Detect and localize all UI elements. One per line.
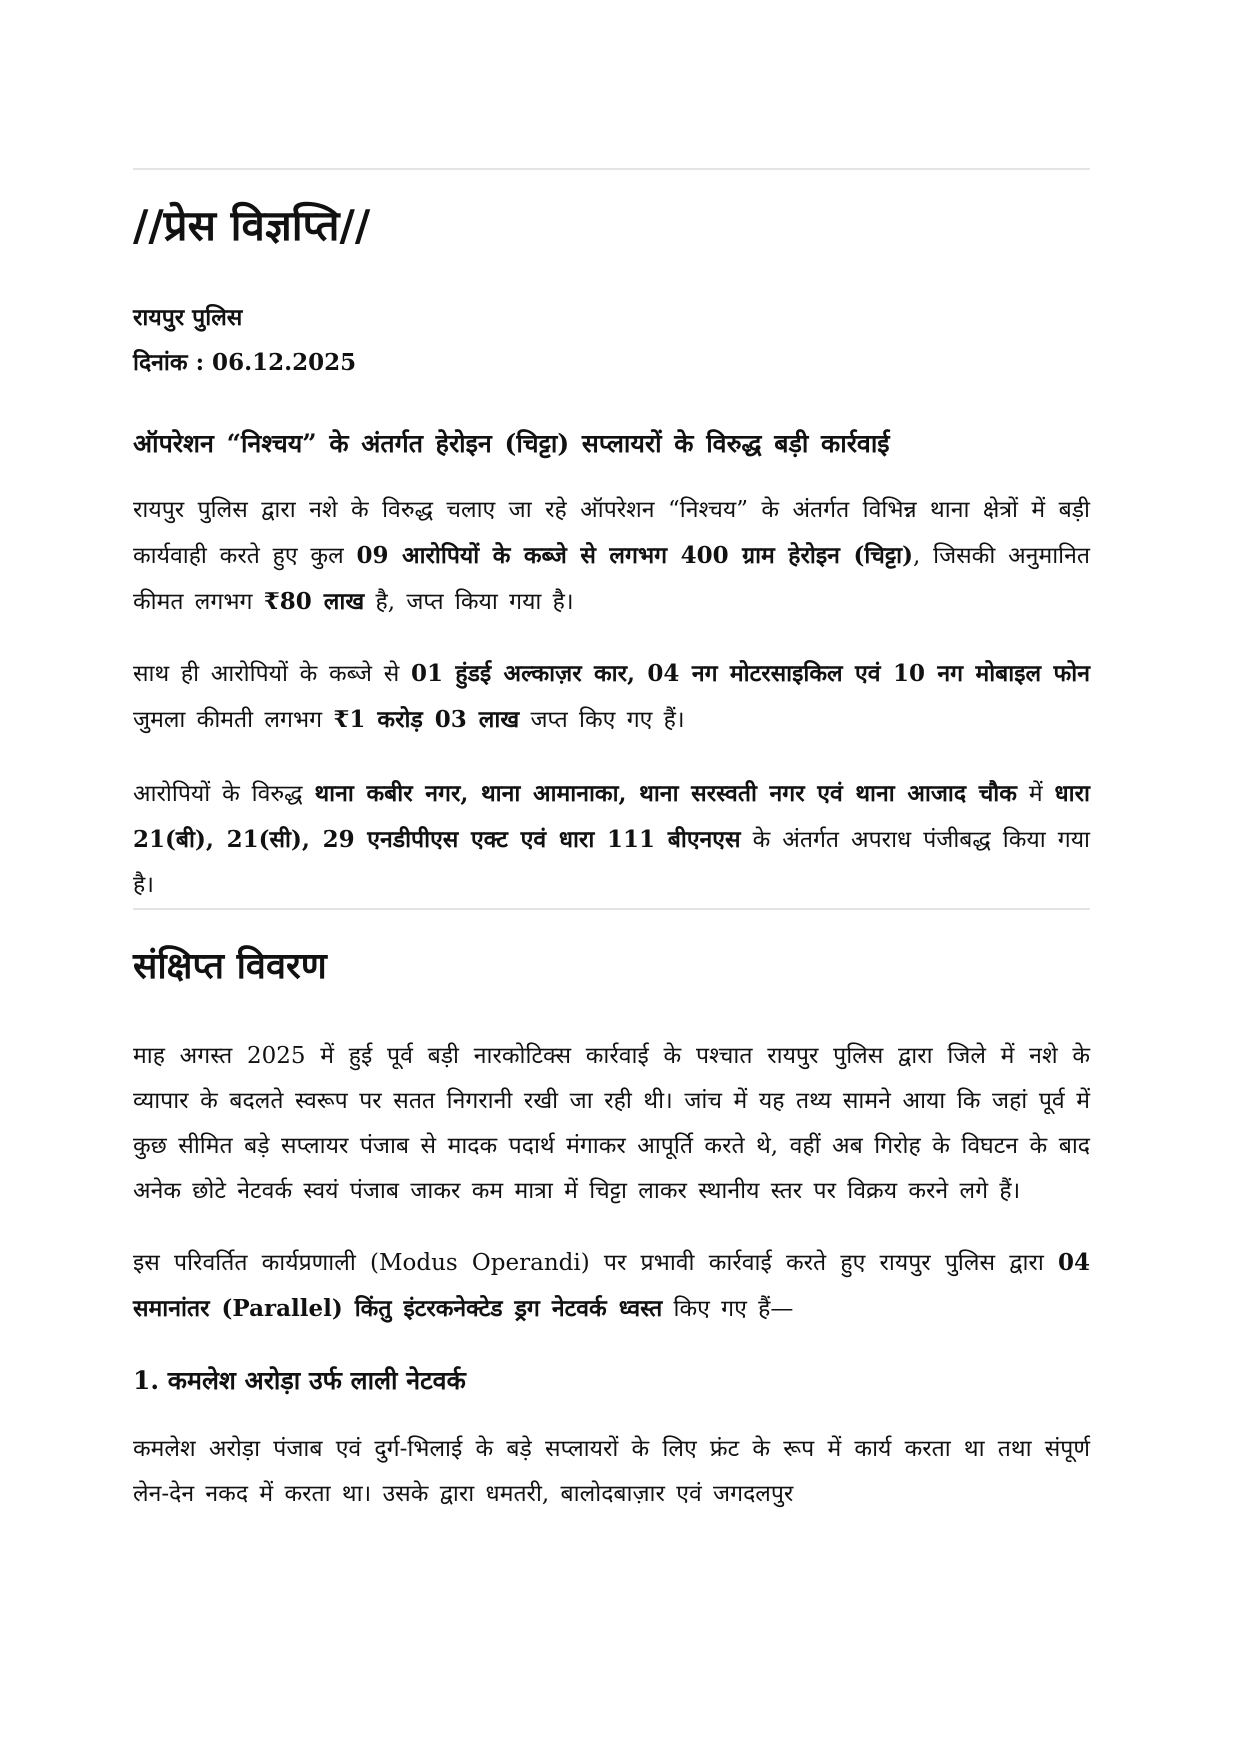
paragraph-seizure-summary: रायपुर पुलिस द्वारा नशे के विरुद्ध चलाए जा रहे ऑपरेशन “निश्चय” के अंतर्गत विभिन्न थाना क्षेत्रों में बड़ी कार्यवाही करते हुए कुल 09 आरोपियों के कब्जे से लगभग 400 ग्राम हेरोइन (चिट्टा), जिसकी अनुमानित कीमत लगभग ₹80 लाख है, जप्त किया गया है। <box>133 496 1090 615</box>
press-heading: ऑपरेशन “निश्चय” के अंतर्गत हेरोइन (चिट्टा) सप्लायरों के विरुद्ध बड़ी कार्रवाई <box>133 428 890 458</box>
top-divider <box>133 168 1090 170</box>
network-1-heading: 1. कमलेश अरोड़ा उर्फ लाली नेटवर्क <box>133 1365 466 1395</box>
document-title: //प्रेस विज्ञप्ति// <box>133 201 371 250</box>
paragraph-network-1-detail: कमलेश अरोड़ा पंजाब एवं दुर्ग-भिलाई के बड़े सप्लायरों के लिए फ्रंट के रूप में कार्य करता था तथा संपूर्ण लेन-देन नकद में करता था। उसके द्वारा धमतरी, बालोदबाज़ार एवं जगदलपुर <box>133 1435 1090 1507</box>
org-name: रायपुर पुलिस <box>133 303 243 331</box>
date-line: दिनांक : 06.12.2025 <box>133 348 357 376</box>
paragraph-modus-operandi: इस परिवर्तित कार्यप्रणाली (Modus Operandi) पर प्रभावी कार्रवाई करते हुए रायपुर पुलिस द्वारा 04 समानांतर (Parallel) किंतु इंटरकनेक्टेड ड्रग नेटवर्क ध्वस्त किए गए हैं— <box>133 1248 1090 1322</box>
paragraph-legal-sections: आरोपियों के विरुद्ध थाना कबीर नगर, थाना आमानाका, थाना सरस्वती नगर एवं थाना आजाद चौक में धारा 21(बी), 21(सी), 29 एनडीपीएस एक्ट एवं धारा 111 बीएनएस के अंतर्गत अपराध पंजीबद्ध किया गया है। <box>133 779 1090 898</box>
section-divider <box>133 908 1090 910</box>
paragraph-background: माह अगस्त 2025 में हुई पूर्व बड़ी नारकोटिक्स कार्रवाई के पश्चात रायपुर पुलिस द्वारा जिले में नशे के व्यापार के बदलते स्वरूप पर सतत निगरानी रखी जा रही थी। जांच में यह तथ्य सामने आया कि जहां पूर्व में कुछ सीमित बड़े सप्लायर पंजाब से मादक पदार्थ मंगाकर आपूर्ति करते थे, वहीं अब गिरोह के विघटन के बाद अनेक छोटे नेटवर्क स्वयं पंजाब जाकर कम मात्रा में चिट्टा लाकर स्थानीय स्तर पर विक्रय करने लगे हैं। <box>133 1042 1090 1204</box>
paragraph-vehicle-seizure: साथ ही आरोपियों के कब्जे से 01 हुंडई अल्काज़र कार, 04 नग मोटरसाइकिल एवं 10 नग मोबाइल फोन जुमला कीमती लगभग ₹1 करोड़ 03 लाख जप्त किए गए हैं। <box>133 659 1090 733</box>
summary-heading: संक्षिप्त विवरण <box>133 944 327 987</box>
